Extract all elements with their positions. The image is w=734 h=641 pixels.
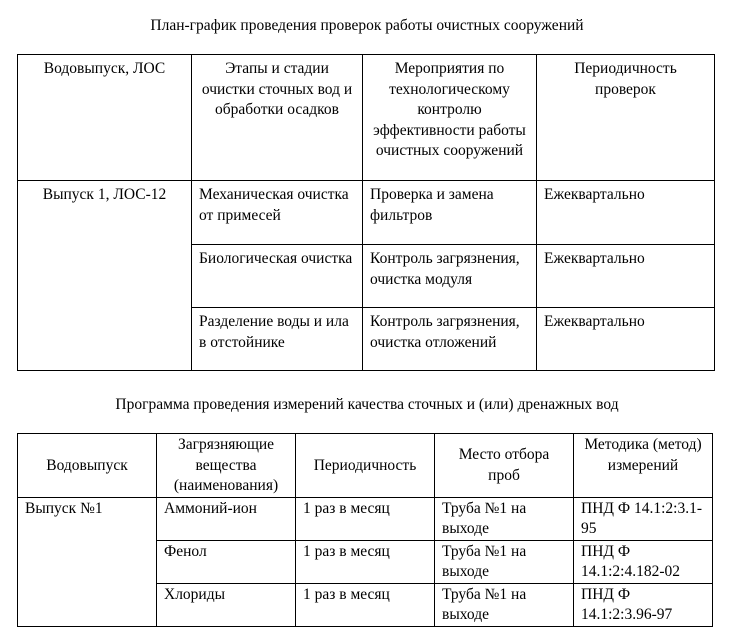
program-header-substance: Загрязняющие вещества (наименования)	[157, 434, 296, 498]
plan-measure-cell: Контроль загрязнения, очистка отложений	[363, 308, 537, 371]
program-method-cell: ПНД Ф 14.1:2:3.96-97	[574, 583, 713, 626]
program-header-outlet: Водовыпуск	[18, 434, 157, 498]
plan-header-period: Периодичность проверок	[537, 55, 715, 181]
program-header-place: Место отбора проб	[435, 434, 574, 498]
program-period-cell: 1 раз в месяц	[296, 583, 435, 626]
program-place-cell: Труба №1 на выходе	[435, 540, 574, 583]
plan-measure-cell: Контроль загрязнения, очистка модуля	[363, 245, 537, 308]
plan-header-measure: Мероприятия по технологическому контролю эффективности работы очистных сооружений	[363, 55, 537, 181]
program-period-cell: 1 раз в месяц	[296, 540, 435, 583]
plan-stage-cell: Биологическая очистка	[192, 245, 363, 308]
program-place-cell: Труба №1 на выходе	[435, 583, 574, 626]
program-outlet-cell: Выпуск №1	[18, 497, 157, 626]
plan-outlet-cell: Выпуск 1, ЛОС-12	[18, 181, 192, 371]
plan-header-row	[18, 55, 715, 181]
program-substance-cell: Фенол	[157, 540, 296, 583]
program-title: Программа проведения измерений качества сточных и (или) дренажных вод	[115, 396, 619, 413]
plan-row	[18, 181, 715, 245]
plan-stage-cell: Механическая очистка от примесей	[192, 181, 363, 245]
plan-header-outlet: Водовыпуск, ЛОС	[18, 55, 192, 181]
program-header-row	[18, 434, 713, 498]
plan-header-stage: Этапы и стадии очистки сточных вод и обработки осадков	[192, 55, 363, 181]
program-period-cell: 1 раз в месяц	[296, 497, 435, 540]
plan-period-cell: Ежеквартально	[537, 308, 715, 371]
plan-stage-cell: Разделение воды и ила в отстойнике	[192, 308, 363, 371]
plan-measure-cell: Проверка и замена фильтров	[363, 181, 537, 245]
plan-period-cell: Ежеквартально	[537, 181, 715, 245]
program-method-cell: ПНД Ф 14.1:2:4.182-02	[574, 540, 713, 583]
program-header-period: Периодичность	[296, 434, 435, 498]
program-header-method: Методика (метод) измерений	[574, 434, 713, 498]
program-table	[17, 433, 713, 627]
program-row	[18, 497, 713, 540]
plan-title: План-график проведения проверок работы очистных сооружений	[150, 17, 584, 34]
program-substance-cell: Аммоний-ион	[157, 497, 296, 540]
plan-period-cell: Ежеквартально	[537, 245, 715, 308]
program-substance-cell: Хлориды	[157, 583, 296, 626]
plan-table	[17, 54, 715, 371]
program-place-cell: Труба №1 на выходе	[435, 497, 574, 540]
program-method-cell: ПНД Ф 14.1:2:3.1-95	[574, 497, 713, 540]
